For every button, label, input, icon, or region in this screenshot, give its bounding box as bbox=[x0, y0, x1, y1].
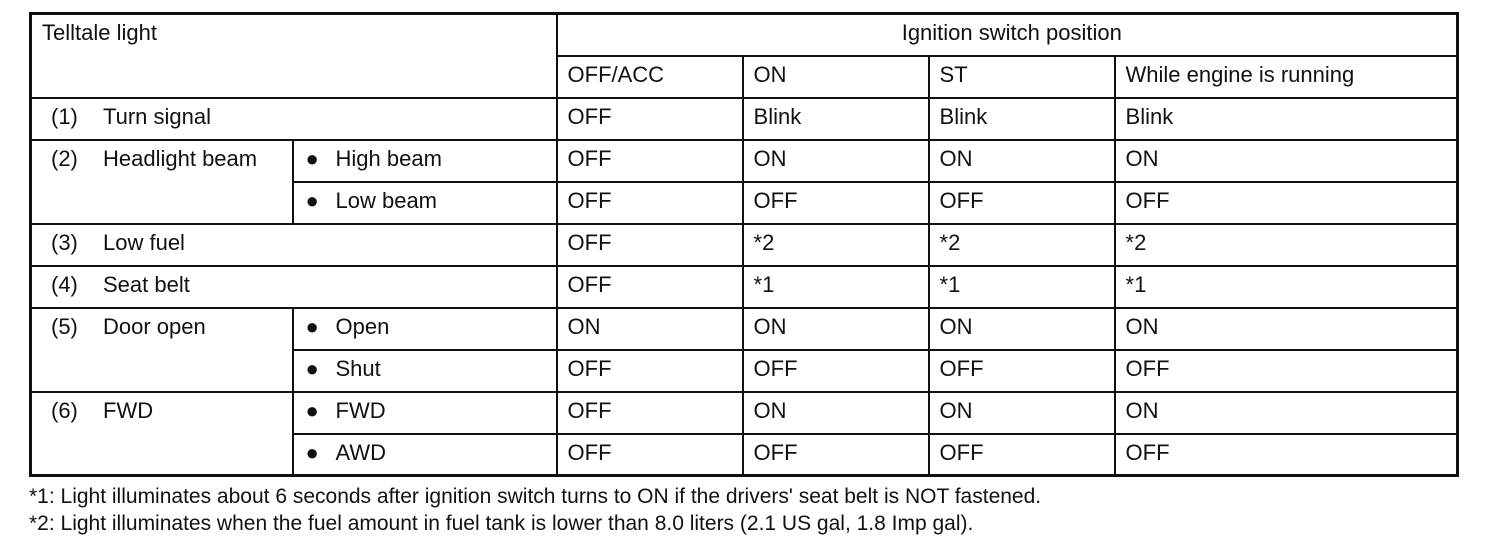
bullet-icon: ● bbox=[305, 397, 319, 423]
value-cell: OFF bbox=[557, 434, 743, 476]
telltale-number: (2) bbox=[51, 145, 78, 171]
value-cell: *1 bbox=[1115, 266, 1458, 308]
header-ignition-switch-position: Ignition switch position bbox=[557, 14, 1458, 56]
value-cell: OFF bbox=[557, 350, 743, 392]
sub-item-label: Shut bbox=[335, 355, 381, 381]
value-cell: *2 bbox=[743, 224, 929, 266]
value-cell: OFF bbox=[1115, 182, 1458, 224]
telltale-name-cell bbox=[31, 392, 293, 476]
sub-item-label: High beam bbox=[335, 145, 442, 171]
value-cell: ON bbox=[1115, 308, 1458, 350]
value-cell: OFF bbox=[557, 182, 743, 224]
value-cell: *2 bbox=[1115, 224, 1458, 266]
value-cell: OFF bbox=[743, 182, 929, 224]
header-col-running: While engine is running bbox=[1115, 56, 1458, 98]
value-cell: OFF bbox=[1115, 434, 1458, 476]
telltale-number: (4) bbox=[51, 271, 78, 297]
value-cell: *1 bbox=[929, 266, 1115, 308]
value-cell: ON bbox=[557, 308, 743, 350]
bullet-icon: ● bbox=[305, 313, 319, 339]
telltale-name: Seat belt bbox=[103, 271, 190, 297]
table-row bbox=[31, 98, 1458, 140]
value-cell: OFF bbox=[557, 140, 743, 182]
value-cell: ON bbox=[1115, 140, 1458, 182]
value-cell: OFF bbox=[929, 434, 1115, 476]
sub-item-cell bbox=[293, 392, 557, 434]
table-row bbox=[31, 140, 1458, 182]
telltale-name-cell bbox=[31, 224, 557, 266]
value-cell: ON bbox=[1115, 392, 1458, 434]
header-col-st: ST bbox=[929, 56, 1115, 98]
footnote-1: *1: Light illuminates about 6 seconds after ignition switch turns to ON if the drivers' seat belt is NOT fastened. bbox=[29, 485, 1042, 508]
value-cell: OFF bbox=[557, 224, 743, 266]
value-cell: Blink bbox=[743, 98, 929, 140]
sub-item-cell bbox=[293, 140, 557, 182]
sub-item-label: AWD bbox=[335, 439, 387, 465]
value-cell: ON bbox=[743, 140, 929, 182]
telltale-name-cell bbox=[31, 308, 293, 392]
value-cell: OFF bbox=[557, 98, 743, 140]
telltale-number: (3) bbox=[51, 229, 78, 255]
header-row-1 bbox=[31, 14, 1458, 56]
value-cell: OFF bbox=[743, 350, 929, 392]
value-cell: OFF bbox=[557, 392, 743, 434]
value-cell: *1 bbox=[743, 266, 929, 308]
telltale-number: (6) bbox=[51, 397, 78, 423]
sub-item-cell bbox=[293, 434, 557, 476]
telltale-name: Turn signal bbox=[103, 103, 212, 129]
value-cell: OFF bbox=[929, 182, 1115, 224]
telltale-number: (1) bbox=[51, 103, 78, 129]
header-col-off-acc: OFF/ACC bbox=[557, 56, 743, 98]
value-cell: ON bbox=[929, 308, 1115, 350]
bullet-icon: ● bbox=[305, 355, 319, 381]
value-cell: OFF bbox=[743, 434, 929, 476]
sub-item-label: FWD bbox=[335, 397, 386, 423]
table-row bbox=[31, 392, 1458, 434]
value-cell: OFF bbox=[1115, 350, 1458, 392]
value-cell: ON bbox=[743, 308, 929, 350]
sub-item-cell bbox=[293, 308, 557, 350]
telltale-name-cell bbox=[31, 266, 557, 308]
telltale-name: Headlight beam bbox=[103, 145, 258, 171]
table-row bbox=[31, 308, 1458, 350]
sub-item-label: Low beam bbox=[335, 187, 438, 213]
sub-item-cell bbox=[293, 182, 557, 224]
header-telltale-light: Telltale light bbox=[31, 14, 557, 98]
footnotes bbox=[29, 483, 1041, 537]
table-row bbox=[31, 224, 1458, 266]
sub-item-cell bbox=[293, 350, 557, 392]
telltale-name: FWD bbox=[103, 397, 154, 423]
telltale-number: (5) bbox=[51, 313, 78, 339]
value-cell: ON bbox=[929, 140, 1115, 182]
bullet-icon: ● bbox=[305, 187, 319, 213]
footnote-2: *2: Light illuminates when the fuel amount in fuel tank is lower than 8.0 liters (2.1 US gal, 1.8 Imp gal). bbox=[29, 512, 974, 535]
value-cell: OFF bbox=[929, 350, 1115, 392]
telltale-name: Low fuel bbox=[103, 229, 185, 255]
telltale-name-cell bbox=[31, 98, 557, 140]
telltale-table bbox=[29, 12, 1459, 477]
telltale-name-cell bbox=[31, 140, 293, 224]
table-body bbox=[31, 14, 1458, 476]
value-cell: Blink bbox=[929, 98, 1115, 140]
value-cell: ON bbox=[929, 392, 1115, 434]
value-cell: ON bbox=[743, 392, 929, 434]
value-cell: *2 bbox=[929, 224, 1115, 266]
value-cell: Blink bbox=[1115, 98, 1458, 140]
telltale-name: Door open bbox=[103, 313, 206, 339]
value-cell: OFF bbox=[557, 266, 743, 308]
table-row bbox=[31, 266, 1458, 308]
sub-item-label: Open bbox=[335, 313, 390, 339]
header-col-on: ON bbox=[743, 56, 929, 98]
bullet-icon: ● bbox=[305, 145, 319, 171]
bullet-icon: ● bbox=[305, 439, 319, 465]
